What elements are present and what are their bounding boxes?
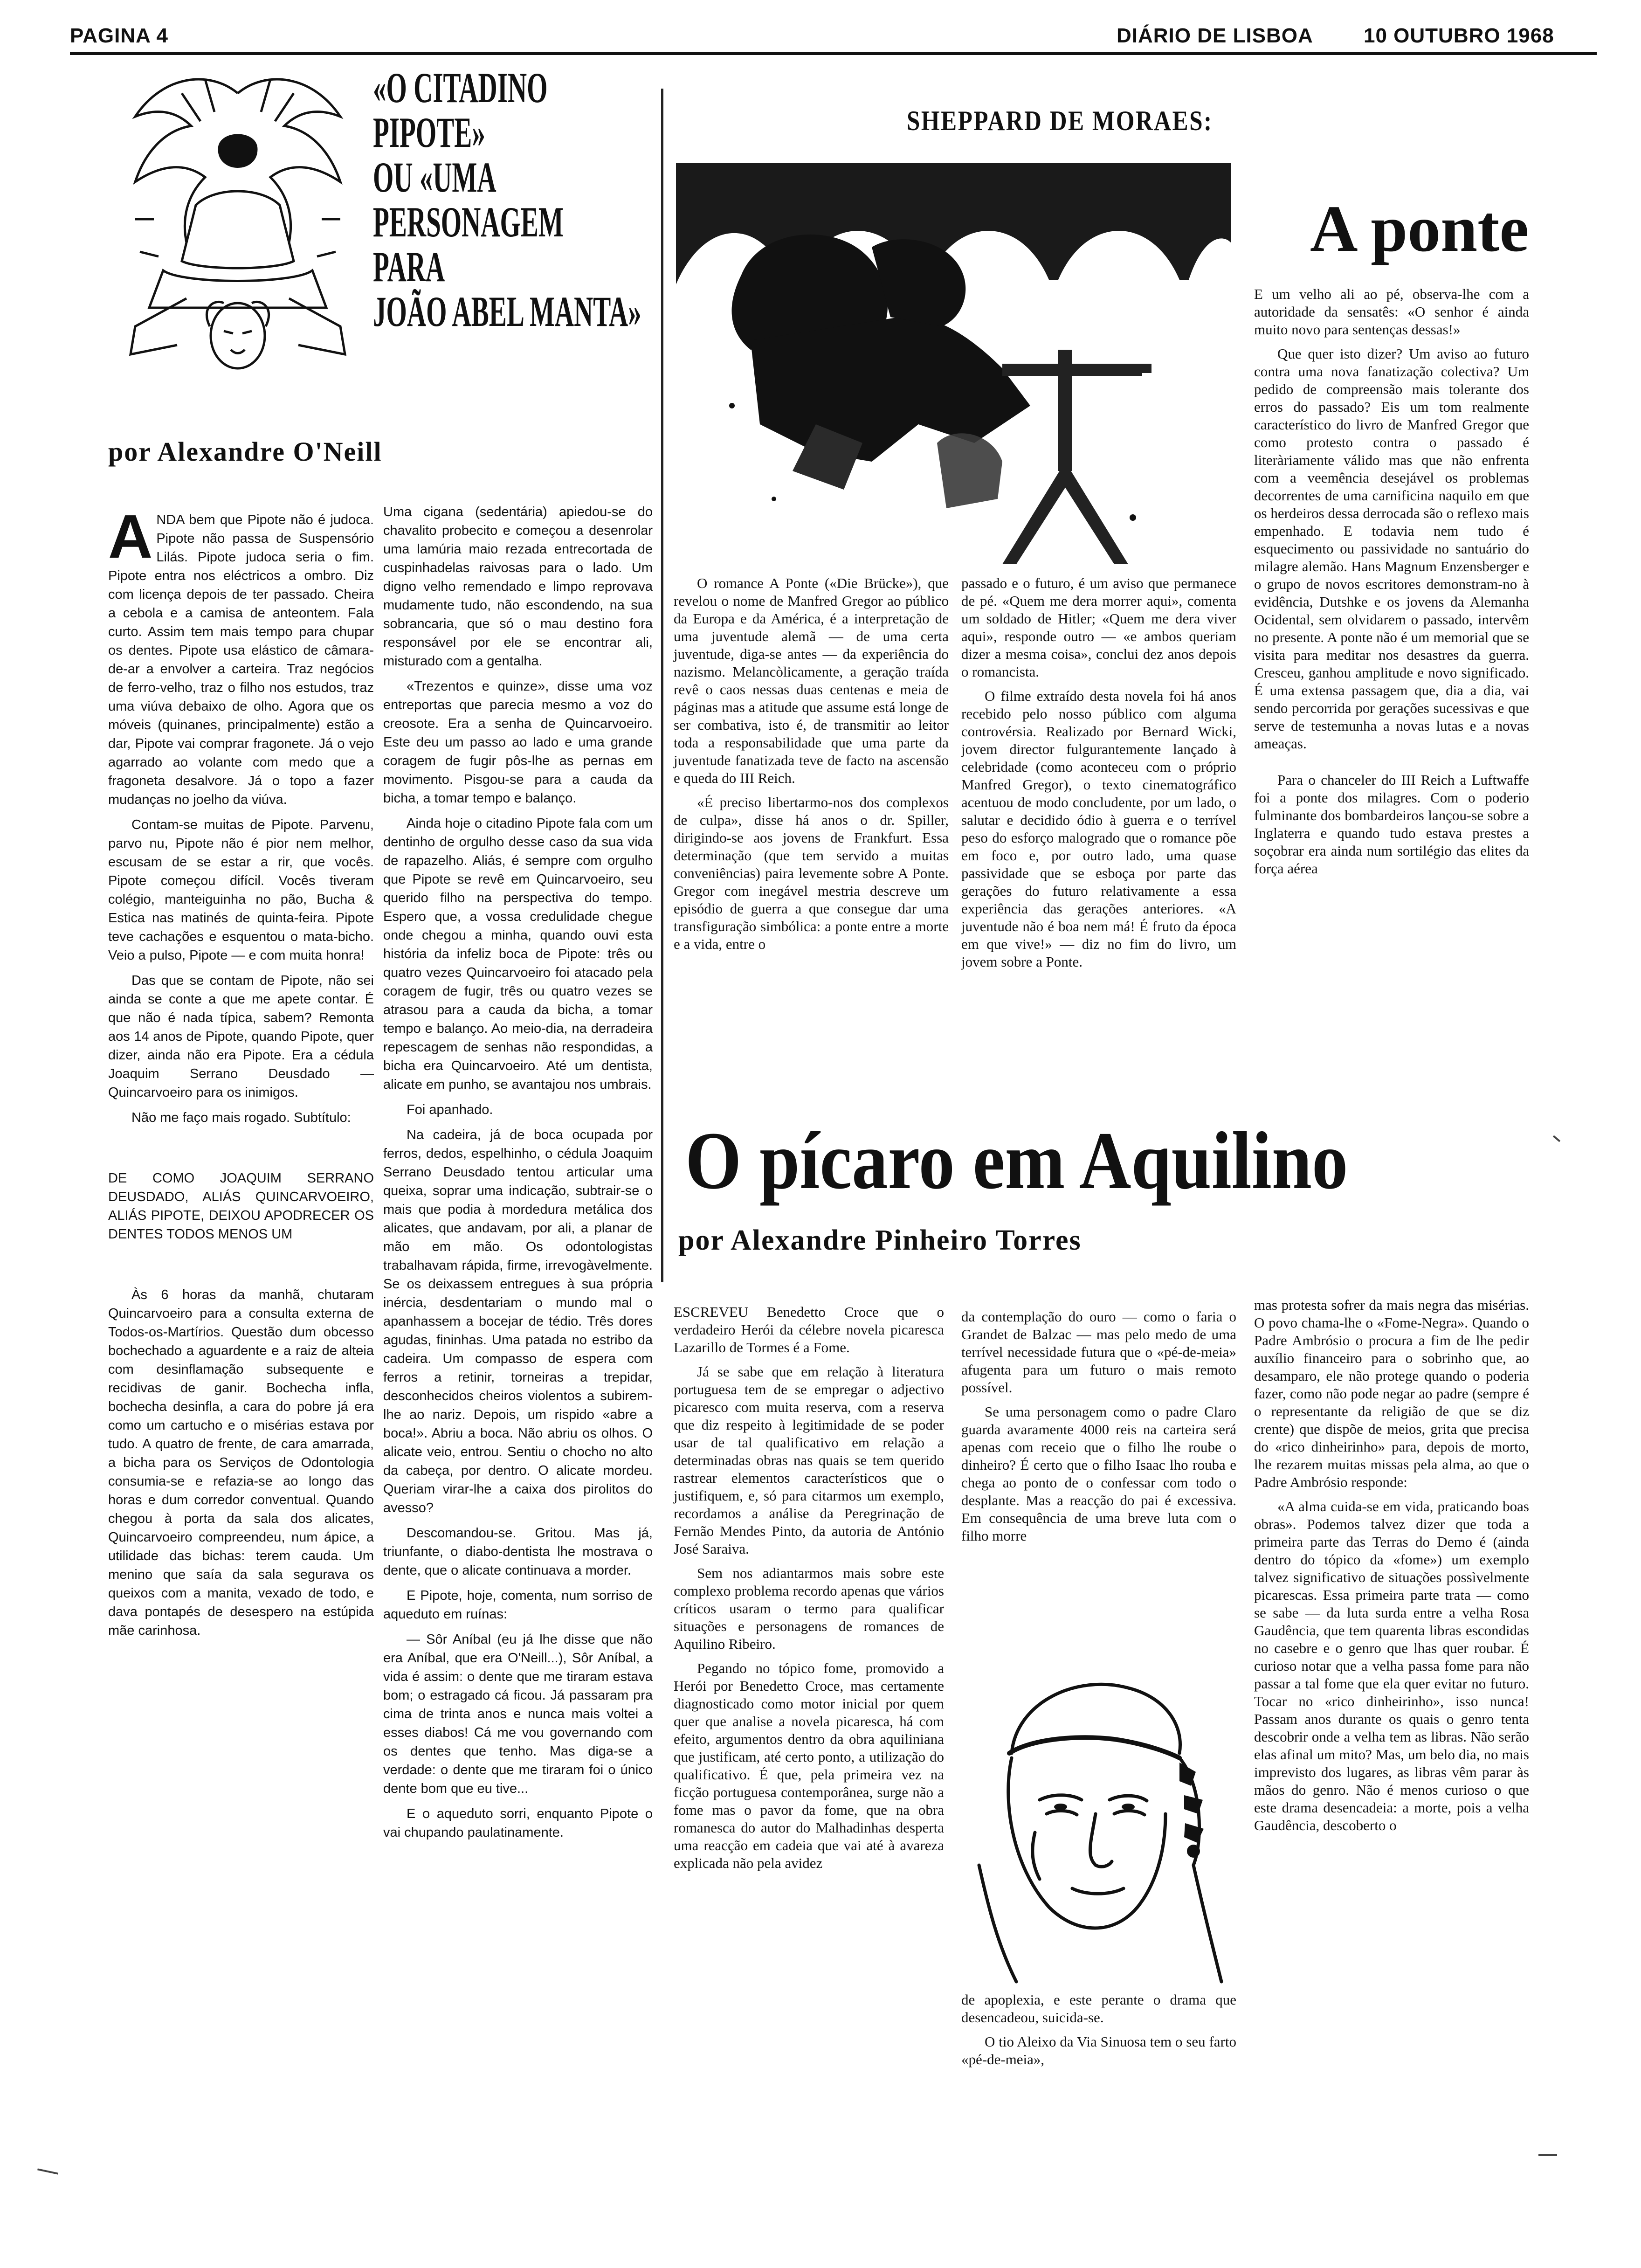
paragraph: Não me faço mais rogado. Subtítulo: <box>131 1110 351 1125</box>
article3-column-2b <box>961 1991 1236 2075</box>
aquilino-portrait-drawing <box>960 1646 1240 1991</box>
newspaper-name: DIÁRIO DE LISBOA <box>1117 24 1313 47</box>
paragraph: «A alma cuida-se em vida, praticando boas obras». Podemos talvez dizer que toda a primeira parte das Terras do Demo é (ainda dentro do tópico da «fome») um exemplo talvez significativo de situações possìvelmente picarescas. Essa primeira parte trata — como se sabe — da luta surda entre a velha Rosa Gaudência, que tem quarenta libras escondidas no casebre e o genro que lhas quer roubar. É curioso notar que a velha passa fome para não passar a tal fome que ela quer evitar no futuro. Tocar no «rico dinheirinho», isso nunca! Passam anos durante os quais o genro tenta descobrir onde a velha tem as libras. Não serão elas afinal um mito? Mas, um belo dia, no mais imprevisto dos lugares, as libras vêm parar às mãos do genro. Não é menos curioso o que este drama desencadeia: a morte, pois a velha Gaudência, descoberto o <box>1254 1498 1529 1833</box>
paragraph: Das que se contam de Pipote, não sei ainda se conte a que me apete contar. É que não é nada típica, sabem? Remonta aos 14 anos de Pipote, quando Pipote, quer dizer, ainda não era Pipote. Era a cédula Joaquim Serrano Deusdado — Quincarvoeiro para os inimigos. <box>108 973 374 1100</box>
paragraph: Descomandou-se. Gritou. Mas já, triunfante, o diabo-dentista lhe mostrava o dente, que o alicate continuava a morder. <box>383 1526 653 1578</box>
paragraph: O romance A Ponte («Die Brücke»), que revelou o nome de Manfred Gregor ao público da Europa e da América, é a interpretação de uma juventude alemã — de uma certa juventude, diga-se antes — da experiência do nazismo. Melancòlicamente, a geração traída revê o caos nessas duas centenas e meia de páginas mas a atitude que assume está longe de ser combativa, isto é, de transmitir ao leitor toda a responsabilidade que uma parte da juventude fanatizada teve de facto na ascensão e queda do III Reich. <box>674 575 949 786</box>
section-subtitle: DE COMO JOAQUIM SERRANO DEUSDADO, ALIÁS QUINCARVOEIRO, ALIÁS PIPOTE, DEIXOU APODRECER OS DENTES TODOS MENOS UM <box>108 1171 374 1242</box>
paragraph: «Trezentos e quinze», disse uma voz entreportas que parecia mesmo a voz do creosote. Era a senha de Quincarvoeiro. Este deu um passo ao lado e uma grande coragem de fugir pôs-lhe as pernas em movimento. Pisgou-se para a cauda da bicha, a tomar tempo e balanço. <box>383 679 653 806</box>
paragraph: O filme extraído desta novela foi há anos recebido pelo nosso público com alguma controvérsia. Realizado por Bernard Wicki, jovem director fulgurantemente lançado à celebridade (como aconteceu com o próprio Manfred Gregor), o texto cinematográfico acentuou de modo concludente, por um lado, o salutar e decidido ódio à guerra e o terrível peso do esforço malogrado que o romance põe em foco e, por outro lado, uma quase passividade que se esboça por parte das gerações do futuro relativamente a essa experiência das gerações anteriores. «A juventude não é boa nem má! É fruto da época em que vive!» — diz no fim do livro, um jovem sobre a Ponte. <box>961 688 1236 970</box>
paragraph: de apoplexia, e este perante o drama que desencadeou, suicida-se. <box>961 1991 1236 2026</box>
article2-column-1 <box>674 574 949 960</box>
article3-byline: por Alexandre Pinheiro Torres <box>678 1224 1082 1256</box>
drop-cap: A <box>108 502 153 571</box>
paragraph: Às 6 horas da manhã, chutaram Quincarvoeiro para a consulta externa de Todos-os-Martírios. Questão dum obcesso bochechado a aguardente e a raiz de alteia com desinflamação subsequente e recidivas de ganir. Bochecha infla, bochecha desinfla, a cara do pobre já era como um cartucho e o misérias estava por tudo. A quatro de frente, de cara amarrada, a bicha para os Serviços de Odontologia consumia-se e refazia-se ao longo das horas e dum corredor conventual. Quando chegou à porta da sala dos alicates, Quincarvoeiro compreendeu, num ápice, a utilidade das bichas: terem cauda. Um menino que saía da sala segurava os queixos com a manita, vexado de todo, e dava pontapés de desespero na estúpida mãe carinhosa. <box>108 1287 374 1638</box>
article3-title: O pícaro em Aquilino <box>685 1115 1348 1206</box>
header-rule <box>70 52 1597 55</box>
paragraph: Na cadeira, já de boca ocupada por ferros, dedos, espelhinho, o cédula Joaquim Serrano Deusdado tentou articular uma queixa, soprar uma indicação, subtrair-se o mais que podia à mordedura metálica dos alicates, que andavam, por ali, a planar de mão em mão. Os odontologistas trabalhavam rápida, firme, irrevogàvelmente. Se os deixassem entregues à sua própria inércia, desdentariam o mundo mal o apanhassem a bocejar de tédio. Três dores agudas, fininhas. Uma patada no estribo da cadeira. Um compasso de espera com ferros a retinir, torneiras a trepidar, desconhecidos cheiros violentos a subirem-lhe ao nariz. Depois, um rispido «abre a boca!». Abriu a boca. Não abriu os olhos. O alicate veio, entrou. Sentiu o chocho no alto da cabeça, por dentro. O alicate mordeu. Queriam virar-lhe a caixa dos pirolitos do avesso? <box>383 1127 653 1515</box>
paragraph: Se uma personagem como o padre Claro guarda avaramente 4000 reis na carteira será apenas com receio que o filho lhe roube o dinheiro? É certo que o filho Isaac lho rouba e chega ao ponto de o confessar com todo o desplante. Mas a reacção do pai é excessiva. Em consequência de uma breve luta com o filho morre <box>961 1404 1236 1544</box>
article3-column-1 <box>674 1303 944 1879</box>
article2-column-2 <box>961 574 1236 977</box>
paragraph: Pegando no tópico fome, promovido a Herói por Benedetto Croce, mas certamente diagnosticado como motor inicial por quem quer que analise a novela picaresca, há com efeito, argumentos dentro da obra aquiliniana que justificam, até certo ponto, a utilização do qualificativo. É que, pela primeira vez na ficção portuguesa contemporânea, surge não a fome mas o pavor da fome, que na obra romanesca do autor do Malhadinhas desperta uma reacção em cadeia que vai até à avareza explicada não pela avidez <box>674 1660 944 1871</box>
scan-mark <box>37 2168 58 2174</box>
article2-column-3 <box>1254 285 1529 884</box>
paragraph: «É preciso libertarmo-nos dos complexos de culpa», disse há anos o dr. Spiller, dirigindo-se aos jovens de Frankfurt. Essa determinação (que tem servido a muitas conveniências) paira levemente sobre A Ponte. Gregor com inegável mestria descreve um episódio de guerra a que consegue dar uma transfiguração simbólica: a ponte entre a morte e a vida, entre o <box>674 794 949 952</box>
paragraph: ESCREVEU Benedetto Croce que o verdadeiro Herói da célebre novela picaresca Lazarillo de Tormes é a Fome. <box>674 1304 944 1355</box>
article2-kicker: SHEPPARD DE MORAES: <box>907 105 1213 136</box>
paragraph: da contemplação do ouro — como o faria o Grandet de Balzac — mas pelo medo de uma terrível necessidade futura que o «pé-de-meia» afugenta para um futuro o mais remoto possível. <box>961 1308 1236 1396</box>
headline-line: «O CITADINO <box>373 64 548 111</box>
paragraph: Que quer isto dizer? Um aviso ao futuro contra uma nova fanatização colectiva? Um pedido de compreensão mais tolerante dos erros do passado? Eis um tom realmente característico do livro de Manfred Gregor que como protesto contra o passado é literàriamente válido mas que não enfrenta com a veemência desejável os problemas decorrentes de uma carnificina naquilo em que os herdeiros dessa derrocada são o reflexo mais empenhado. E todavia nem tudo é esquecimento ou passividade no santuário do milagre alemão. Hans Magnum Enzensberger e o grupo de novos escritores demonstram-no à evidência, Dutshke e os jovens da Alemanha Ocidental, sem olvidarem o passado, intervêm no presente. A ponte não é um memorial que se visita para meditar nos desastres da guerra. Cresceu, ganhou amplitude e novo significado. É uma extensa passagem que, dia a dia, vai sendo percorrida por gerações sucessivas e que serve de testemunha a novas lutas e a novas ameaças. <box>1254 346 1529 752</box>
article2-title: A ponte <box>1310 192 1529 265</box>
paragraph: E um velho ali ao pé, observa-lhe com a autoridade da sensatês: «O senhor é ainda muito novo para sentenças dessas!» <box>1254 286 1529 338</box>
paragraph: Para o chanceler do III Reich a Luftwaffe foi a ponte dos milagres. Com o poderio fulminante dos bombardeiros lançou-se sobre a Inglaterra e quando tudo estava prestes a soçobrar era ainda num sortilégio das elites da força aérea <box>1254 772 1529 877</box>
paragraph: Sem nos adiantarmos mais sobre este complexo problema recordo apenas que vários críticos usaram o termo para qualificar situações e personagens de romances de Aquilino Ribeiro. <box>674 1565 944 1652</box>
column-divider <box>661 89 663 1282</box>
paragraph: passado e o futuro, é um aviso que permanece de pé. «Quem me dera morrer aqui», comenta um soldado de Hitler; «Quem me dera viver aqui», responde outro — «e ambos queriam dizer a mesma coisa», conclui dez anos depois o romancista. <box>961 575 1236 680</box>
paragraph: Ainda hoje o citadino Pipote fala com um dentinho de orgulho desse caso da sua vida de rapazelho. Aliás, é sempre com orgulho que Pipote se revê em Quincarvoeiro, seu querido filho na perspectiva do tempo. Espero que, a vossa credulidade chegue onde chegou a minha, quando ouvi esta história da infeliz boca de Pipote: três ou quatro vezes Quincarvoeiro foi atacado pela coragem de fugir, três ou quatro vezes se atrasou para a cauda da bicha, a tomar tempo e balanço. Ao meio-dia, na derradeira repescagem de senhas não respondidas, a bicha era Quincarvoeiro. Até um dentista, alicate em punho, se avantajou nos umbrais. <box>383 816 653 1092</box>
paragraph: ANDA bem que Pipote não é judoca. Pipote não passa de Suspensório Lilás. Pipote judoca seria o fim. Pipote entra nos eléctricos a ombro. Diz com licença depois de ter passado. Cheira a cebola e a camisa de anteontem. Fala curto. Assim tem mais tempo para chupar os dentes. Pipote usa elástico de câmara-de-ar a envolver a carteira. Traz negócios de ferro-velho, traz o filho nos estudos, traz uma viúva debaixo de olho. Agora que os móveis (quinanes, principalmente) estão a dar, Pipote vai comprar fragonete. Já o vejo agarrado ao volante com medo que a fragoneta desalvore. Já o topo a fazer mudanças no joelho da viúva. <box>108 502 374 807</box>
headline-line: PIPOTE» <box>373 109 485 156</box>
article1-column-2 <box>383 503 653 1848</box>
paragraph: Foi apanhado. <box>407 1102 493 1117</box>
headline-line: JOÃO ABEL MANTA» <box>373 288 641 335</box>
headline-line: PERSONAGEM <box>373 198 564 246</box>
paragraph: mas protesta sofrer da mais negra das misérias. O povo chama-lhe o «Fome-Negra». Quando o Padre Ambrósio o procura a fim de lhe pedir auxílio financeiro para o sobrinho que, ao desamparo, ele não protege quando o poderia fazer, como não pode negar ao padre (sempre é o representante da religião de que se diz crente) que dispõe de meios, grita que precisa do «rico dinheirinho» para, depois de morto, lhe rezarem muitas missas pela alma, ao que o Padre Ambrósio responde: <box>1254 1297 1529 1490</box>
paragraph: O tio Aleixo da Via Sinuosa tem o seu farto «pé-de-meia», <box>961 2033 1236 2067</box>
headline-line: OU «UMA <box>373 153 496 201</box>
issue-date: 10 OUTUBRO 1968 <box>1364 24 1554 47</box>
angel-illustration <box>107 65 368 392</box>
paragraph: — Sôr Aníbal (eu já lhe disse que não era Aníbal, que era O'Neill...), Sôr Aníbal, a vida é assim: o dente que me tiraram estava bom; o estragado cá ficou. Já passaram pra cima de trinta anos e nunca mais voltei a esses diabos! Cá me vou governando com os dentes que tenho. Mas diga-se a verdade: o dente que me tiraram foi o único dente bom que eu tive... <box>383 1632 653 1796</box>
paragraph: Contam-se muitas de Pipote. Parvenu, parvo nu, Pipote não é pior nem melhor, escusam de se estar a rir, que vocês. Pipote começou difícil. Vocês tiveram colégio, manteiguinha no pão, Bucha & Estica nas matinés de quinta-feira. Pipote teve cachações e esquentou o mata-bicho. Veio a pulso, Pipote — e com muita honra! <box>108 817 374 963</box>
article1-byline: por Alexandre O'Neill <box>108 436 382 467</box>
paragraph: E o aqueduto sorri, enquanto Pipote o vai chupando paulatinamente. <box>383 1806 653 1840</box>
scan-mark <box>1538 2154 1557 2156</box>
article1-headline <box>373 65 653 420</box>
scan-mark <box>1553 1135 1560 1142</box>
page-number: PAGINA 4 <box>70 24 168 47</box>
article1-column-1 <box>108 502 374 1646</box>
bridge-war-photo <box>676 163 1231 569</box>
article3-column-2 <box>961 1308 1236 1551</box>
paragraph: E Pipote, hoje, comenta, num sorriso de aqueduto em ruínas: <box>383 1588 653 1622</box>
headline-line: PARA <box>373 243 445 290</box>
article3-column-3 <box>1254 1296 1529 1841</box>
paragraph: Já se sabe que em relação à literatura portuguesa tem de se empregar o adjectivo picaresco com muita reserva, com a reserva que diz respeito à legitimidade de se poder usar de tal qualificativo em relação a determinadas obras nas quais se tem querido rastrear elementos característicos que o justifiquem, e, só para citarmos um exemplo, recordamos a análise da Peregrinação de Fernão Mendes Pinto, da autoria de António José Saraiva. <box>674 1363 944 1557</box>
paragraph: Uma cigana (sedentária) apiedou-se do chavalito probecito e começou a desenrolar uma lamúria maio rezada entrecortada de cuspinhadelas raivosas para o lado. Um digno velho remendado e limpo reprovava mudamente tudo, não escondendo, na sua sobrancaria, que só o mau destino fora responsável por ele se encontrar ali, misturado com a gentalha. <box>383 505 653 669</box>
